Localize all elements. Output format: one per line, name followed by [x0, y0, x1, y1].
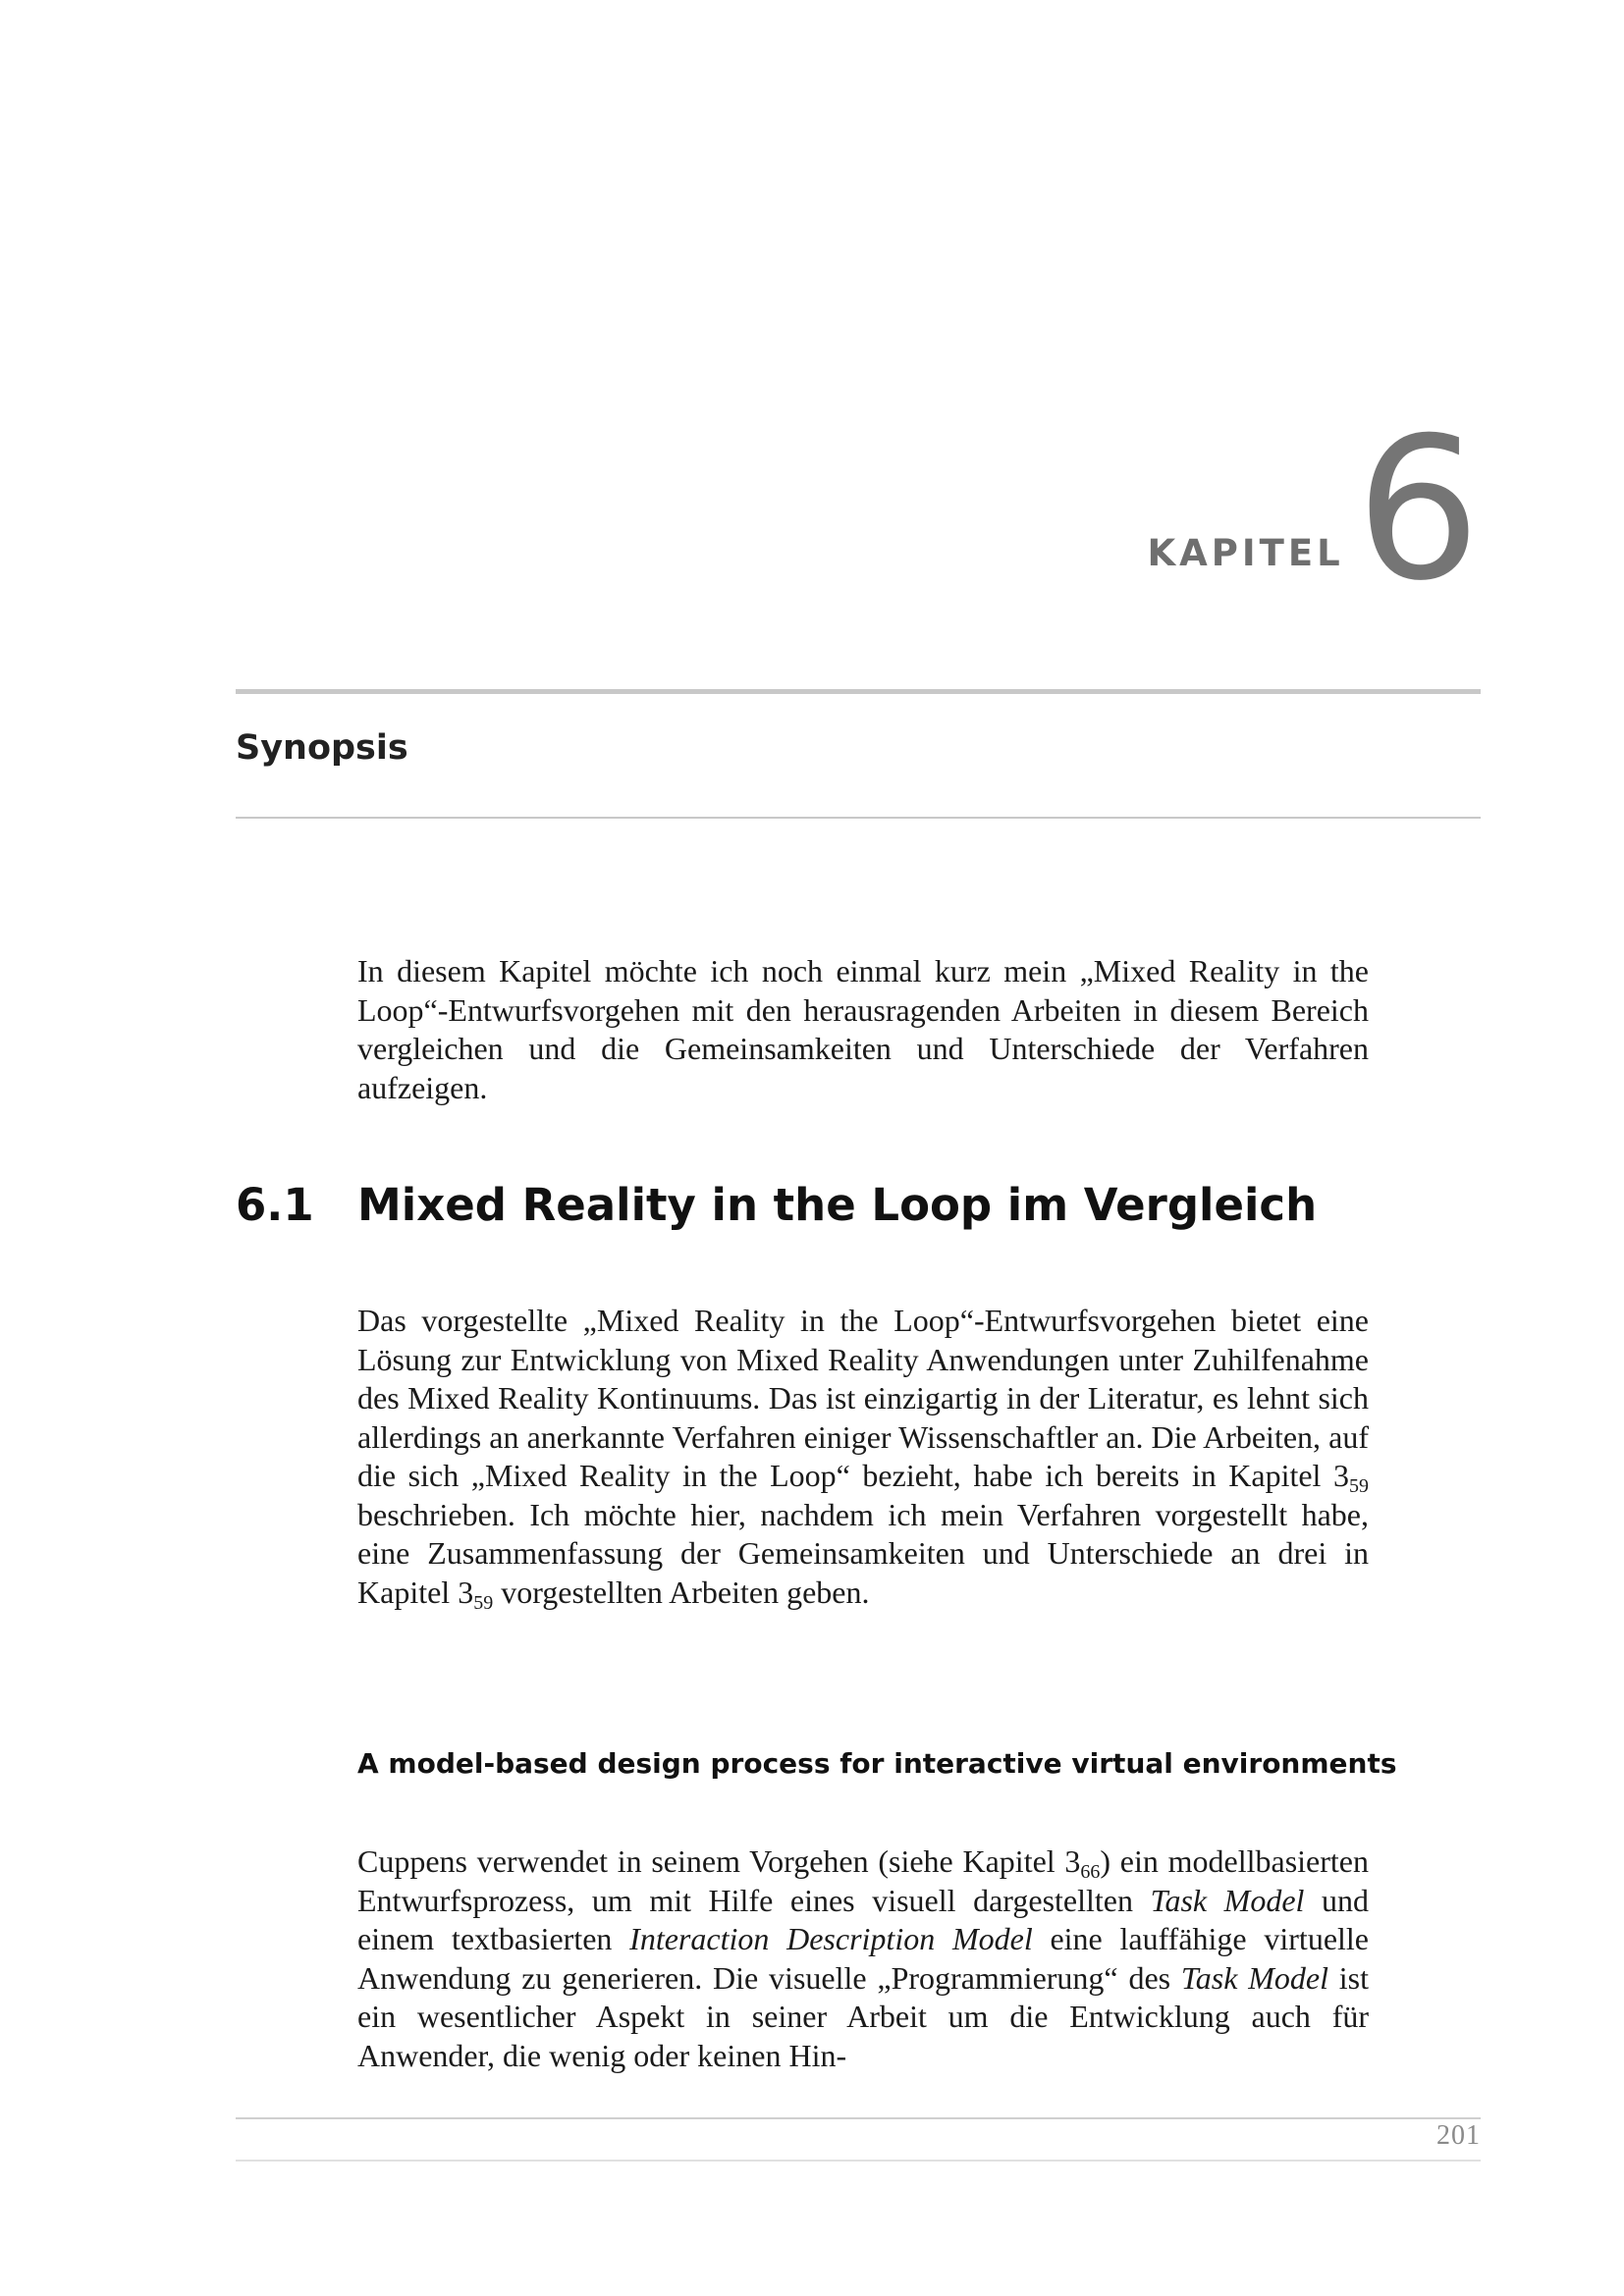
section-number: 6.1 [236, 1179, 314, 1231]
synopsis-divider [236, 817, 1481, 819]
chapter-label: KAPITEL [1147, 532, 1344, 574]
synopsis-paragraph: In diesem Kapitel möchte ich noch einmal kurz mein „Mixed Reality in the Loop“-Entwurfsvorgehen mit den herausragenden Arbeiten in diesem Bereich vergleichen und die Gemeinsamkeiten und Unterschiede der Verfahren aufzeigen. [357, 953, 1369, 1105]
chapter-heading [1147, 396, 1481, 624]
page-number: 201 [1436, 2120, 1481, 2151]
footer-divider-bottom [236, 2160, 1481, 2162]
emphasis-term: Task Model [1150, 1882, 1305, 1918]
page-reference[interactable]: 59 [1349, 1475, 1369, 1497]
page-reference[interactable]: 59 [473, 1591, 494, 1614]
chapter-number: 6 [1355, 396, 1481, 624]
section-title: Mixed Reality in the Loop im Vergleich [357, 1179, 1318, 1231]
subsection-paragraph: Cuppens verwendet in seinem Vorgehen (siehe Kapitel $3_{66}$) ein modellbasierten Entwurfsprozess, um mit Hilfe eines visuell dargestellten Task Model und einem textbasierten Interaction Description Model eine lauffähige virtuelle Anwendung zu generieren. Die visuelle „Programmierung“ des Task Model ist ein wesentlicher Aspekt in seiner Arbeit um die Entwicklung auch für Anwender, die wenig oder keinen Hin- [357, 1843, 1370, 2073]
section-intro-paragraph: Das vorgestellte „Mixed Reality in the Loop“-Entwurfsvorgehen bietet eine Lösung zur Entwicklung von Mixed Reality Anwendungen unter Zuhilfenahme des Mixed Reality Kontinuums. Das ist einzigartig in der Literatur, es lehnt sich allerdings an anerkannte Verfahren einiger Wissenschaftler an. Die Arbeiten, auf die sich „Mixed Reality in the Loop“ bezieht, habe ich bereits in Kapitel $3_{59}$ beschrieben. Ich möchte hier, nachdem ich mein Verfahren vorgestellt habe, eine Zusammenfassung der Gemeinsamkeiten und Unterschiede an drei in Kapitel $3_{59}$ vorgestellten Arbeiten geben. [357, 1303, 1369, 1614]
section-heading [236, 1179, 1317, 1231]
synopsis-title: Synopsis [236, 728, 408, 768]
emphasis-term: Task Model [1180, 1959, 1328, 1996]
chapter-divider [236, 689, 1481, 694]
footer-divider-top [236, 2117, 1481, 2119]
subsection-heading: A model-based design process for interactive virtual environments [357, 1747, 1397, 1780]
page-reference[interactable]: 66 [1080, 1861, 1101, 1883]
emphasis-term: Interaction Description Model [629, 1921, 1033, 1956]
